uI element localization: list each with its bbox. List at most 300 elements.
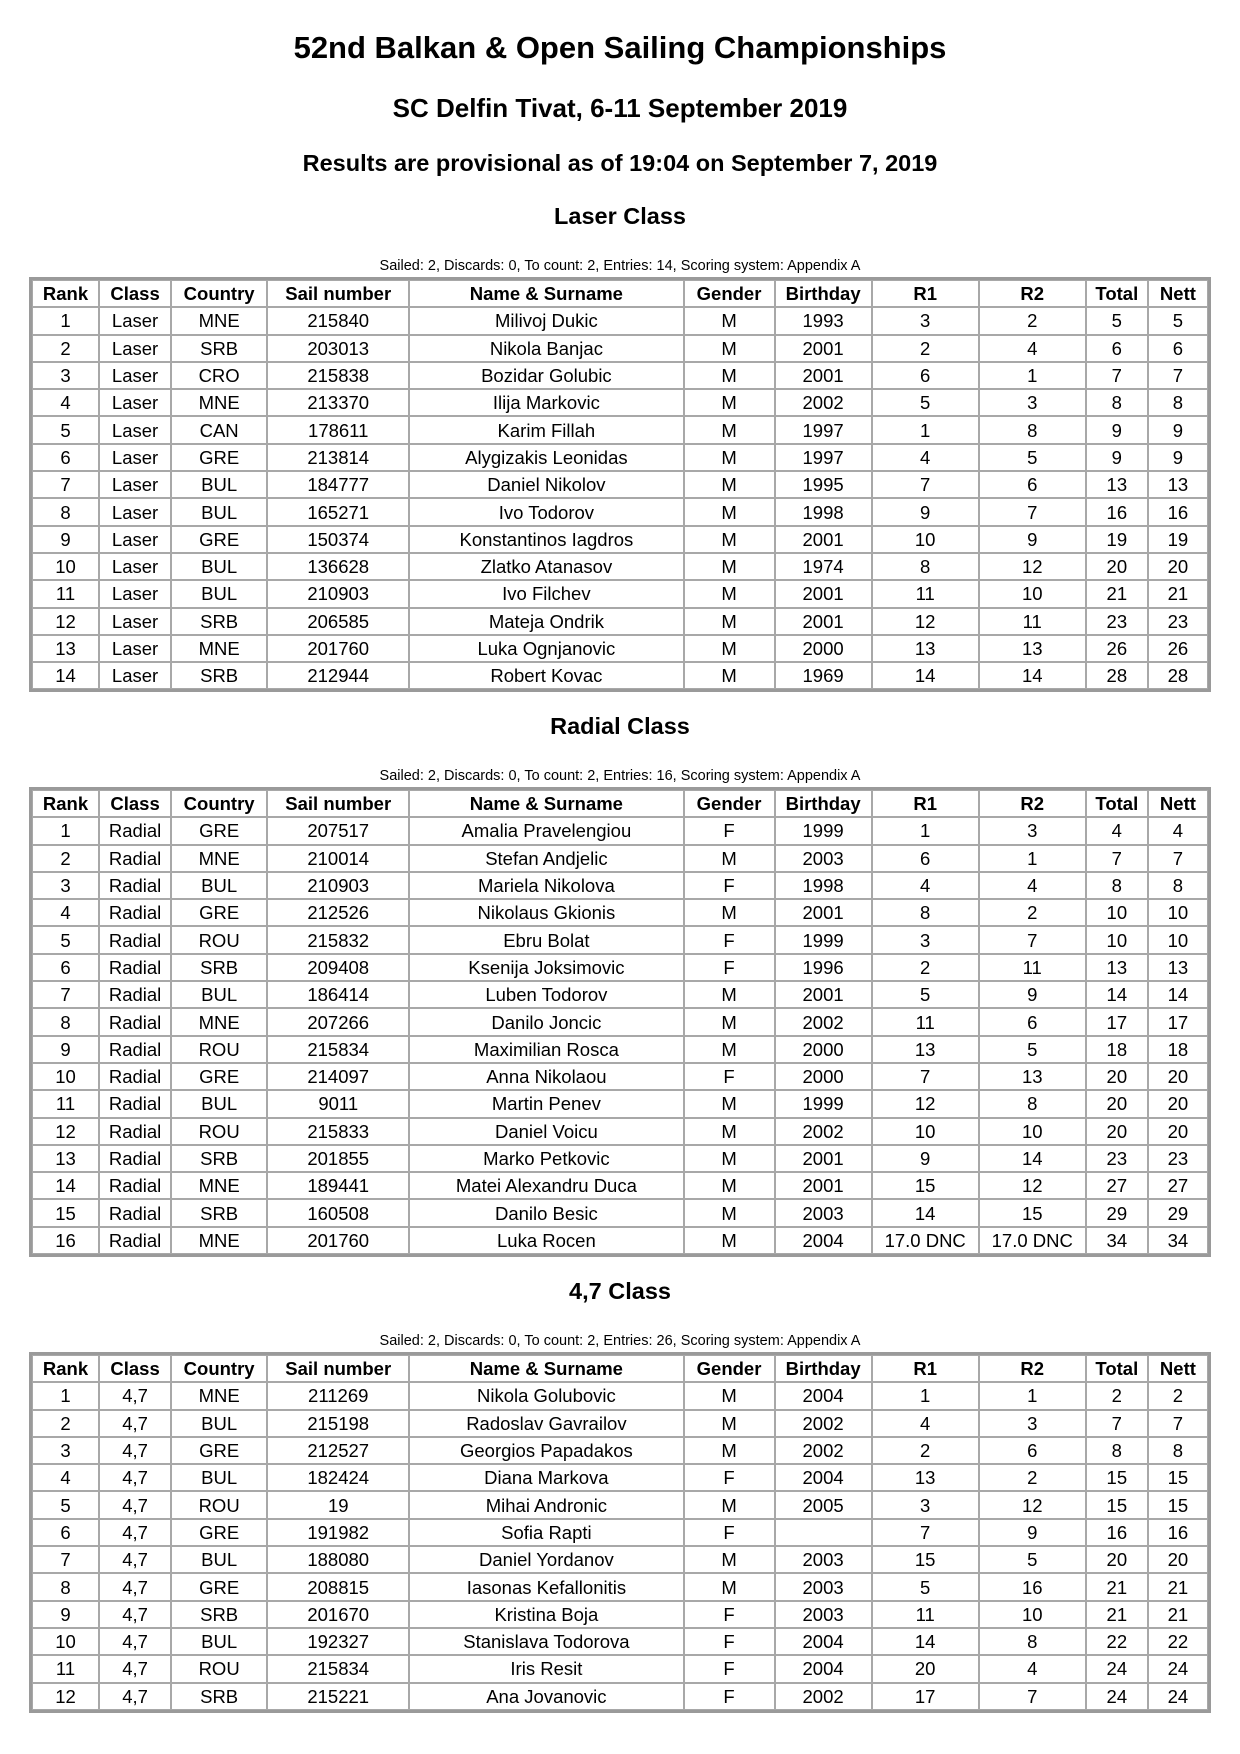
cell-r1: 13	[872, 635, 979, 662]
table-row	[32, 926, 1208, 953]
cell-class: Radial	[99, 1008, 171, 1035]
cell-name-surname: Nikolaus Gkionis	[409, 899, 683, 926]
cell-country: MNE	[171, 1227, 267, 1254]
cell-gender: M	[684, 1036, 775, 1063]
cell-r2: 4	[979, 335, 1086, 362]
column-header-gender: Gender	[684, 1355, 775, 1382]
header-row	[32, 790, 1208, 817]
cell-r1: 8	[872, 553, 979, 580]
cell-sail-number: 215838	[267, 362, 409, 389]
cell-birthday: 2004	[775, 1464, 872, 1491]
cell-nett: 20	[1148, 1118, 1208, 1145]
cell-total: 20	[1086, 1063, 1148, 1090]
cell-country: GRE	[171, 1437, 267, 1464]
cell-gender: M	[684, 416, 775, 443]
cell-nett: 8	[1148, 389, 1208, 416]
cell-gender: F	[684, 1601, 775, 1628]
cell-nett: 7	[1148, 845, 1208, 872]
provisional-status: Results are provisional as of 19:04 on September 7, 2019	[302, 150, 938, 176]
cell-r2: 12	[979, 1172, 1086, 1199]
table-row	[32, 1573, 1208, 1600]
section-info-laser: Sailed: 2, Discards: 0, To count: 2, Entries: 14, Scoring system: Appendix A	[379, 258, 861, 274]
cell-birthday: 2004	[775, 1227, 872, 1254]
cell-birthday: 2003	[775, 1573, 872, 1600]
cell-r2: 2	[979, 899, 1086, 926]
cell-nett: 4	[1148, 817, 1208, 844]
column-header-sail-number: Sail number	[267, 790, 409, 817]
cell-birthday: 2000	[775, 635, 872, 662]
cell-name-surname: Daniel Yordanov	[409, 1546, 683, 1573]
cell-sail-number: 212526	[267, 899, 409, 926]
table-row	[32, 635, 1208, 662]
cell-class: 4,7	[99, 1683, 171, 1710]
column-header-nett: Nett	[1148, 790, 1208, 817]
column-header-birthday: Birthday	[775, 1355, 872, 1382]
cell-nett: 24	[1148, 1655, 1208, 1682]
cell-name-surname: Ivo Todorov	[409, 498, 683, 525]
cell-total: 13	[1086, 954, 1148, 981]
cell-total: 24	[1086, 1655, 1148, 1682]
cell-r1: 15	[872, 1546, 979, 1573]
cell-r1: 5	[872, 1573, 979, 1600]
cell-total: 10	[1086, 926, 1148, 953]
cell-birthday: 2002	[775, 1118, 872, 1145]
cell-name-surname: Robert Kovac	[409, 662, 683, 689]
cell-nett: 7	[1148, 1410, 1208, 1437]
column-header-total: Total	[1086, 280, 1148, 307]
cell-sail-number: 213370	[267, 389, 409, 416]
cell-class: Laser	[99, 580, 171, 607]
cell-class: 4,7	[99, 1601, 171, 1628]
cell-total: 20	[1086, 1118, 1148, 1145]
column-header-country: Country	[171, 1355, 267, 1382]
cell-r2: 9	[979, 981, 1086, 1008]
cell-name-surname: Milivoj Dukic	[409, 307, 683, 334]
column-header-r1: R1	[872, 790, 979, 817]
cell-birthday: 2001	[775, 1172, 872, 1199]
cell-birthday: 2001	[775, 981, 872, 1008]
cell-sail-number: 201855	[267, 1145, 409, 1172]
column-header-name-surname: Name & Surname	[409, 790, 683, 817]
cell-total: 24	[1086, 1683, 1148, 1710]
cell-gender: M	[684, 1199, 775, 1226]
cell-country: BUL	[171, 1628, 267, 1655]
cell-r2: 14	[979, 662, 1086, 689]
cell-class: Laser	[99, 635, 171, 662]
cell-birthday: 2000	[775, 1036, 872, 1063]
cell-class: Laser	[99, 416, 171, 443]
cell-name-surname: Matei Alexandru Duca	[409, 1172, 683, 1199]
cell-country: SRB	[171, 1145, 267, 1172]
cell-nett: 19	[1148, 526, 1208, 553]
cell-nett: 6	[1148, 335, 1208, 362]
cell-sail-number: 189441	[267, 1172, 409, 1199]
cell-nett: 21	[1148, 1573, 1208, 1600]
cell-r2: 15	[979, 1199, 1086, 1226]
cell-birthday: 1993	[775, 307, 872, 334]
cell-class: Laser	[99, 526, 171, 553]
cell-gender: M	[684, 845, 775, 872]
cell-birthday: 2002	[775, 389, 872, 416]
cell-rank: 5	[32, 926, 99, 953]
cell-class: Radial	[99, 981, 171, 1008]
cell-birthday: 1969	[775, 662, 872, 689]
table-row	[32, 872, 1208, 899]
cell-country: SRB	[171, 335, 267, 362]
cell-sail-number: 191982	[267, 1519, 409, 1546]
cell-name-surname: Radoslav Gavrailov	[409, 1410, 683, 1437]
cell-sail-number: 201670	[267, 1601, 409, 1628]
cell-rank: 6	[32, 954, 99, 981]
cell-class: Radial	[99, 899, 171, 926]
cell-r1: 6	[872, 845, 979, 872]
cell-rank: 13	[32, 1145, 99, 1172]
cell-r1: 9	[872, 1145, 979, 1172]
cell-r1: 1	[872, 817, 979, 844]
cell-rank: 13	[32, 635, 99, 662]
cell-birthday: 2002	[775, 1008, 872, 1035]
cell-birthday: 2003	[775, 1601, 872, 1628]
cell-total: 34	[1086, 1227, 1148, 1254]
cell-sail-number: 210903	[267, 872, 409, 899]
cell-rank: 3	[32, 1437, 99, 1464]
cell-birthday: 1996	[775, 954, 872, 981]
cell-r1: 2	[872, 954, 979, 981]
cell-sail-number: 207266	[267, 1008, 409, 1035]
cell-name-surname: Stanislava Todorova	[409, 1628, 683, 1655]
cell-name-surname: Sofia Rapti	[409, 1519, 683, 1546]
cell-total: 28	[1086, 662, 1148, 689]
cell-r2: 13	[979, 635, 1086, 662]
column-header-class: Class	[99, 280, 171, 307]
cell-country: BUL	[171, 1464, 267, 1491]
cell-gender: M	[684, 1090, 775, 1117]
cell-nett: 9	[1148, 416, 1208, 443]
cell-birthday: 2003	[775, 1199, 872, 1226]
table-row	[32, 1628, 1208, 1655]
cell-name-surname: Danilo Besic	[409, 1199, 683, 1226]
cell-r2: 10	[979, 1601, 1086, 1628]
cell-total: 8	[1086, 872, 1148, 899]
column-header-birthday: Birthday	[775, 790, 872, 817]
cell-r1: 6	[872, 362, 979, 389]
column-header-nett: Nett	[1148, 1355, 1208, 1382]
cell-nett: 24	[1148, 1683, 1208, 1710]
cell-total: 16	[1086, 1519, 1148, 1546]
cell-sail-number: 192327	[267, 1628, 409, 1655]
cell-r1: 3	[872, 926, 979, 953]
cell-r1: 9	[872, 498, 979, 525]
cell-class: Laser	[99, 335, 171, 362]
column-header-birthday: Birthday	[775, 280, 872, 307]
cell-name-surname: Iasonas Kefallonitis	[409, 1573, 683, 1600]
cell-class: Radial	[99, 845, 171, 872]
cell-rank: 2	[32, 845, 99, 872]
table-row	[32, 471, 1208, 498]
cell-rank: 4	[32, 899, 99, 926]
cell-birthday: 1998	[775, 498, 872, 525]
cell-rank: 12	[32, 608, 99, 635]
cell-name-surname: Nikola Golubovic	[409, 1382, 683, 1409]
cell-birthday: 2004	[775, 1628, 872, 1655]
cell-rank: 8	[32, 1573, 99, 1600]
cell-nett: 13	[1148, 954, 1208, 981]
table-row	[32, 1410, 1208, 1437]
cell-country: BUL	[171, 1090, 267, 1117]
cell-name-surname: Daniel Voicu	[409, 1118, 683, 1145]
column-header-gender: Gender	[684, 280, 775, 307]
cell-rank: 9	[32, 1036, 99, 1063]
cell-gender: M	[684, 580, 775, 607]
cell-rank: 7	[32, 471, 99, 498]
table-row	[32, 1546, 1208, 1573]
cell-r2: 9	[979, 1519, 1086, 1546]
cell-r2: 1	[979, 362, 1086, 389]
cell-nett: 9	[1148, 444, 1208, 471]
cell-name-surname: Kristina Boja	[409, 1601, 683, 1628]
cell-r2: 13	[979, 1063, 1086, 1090]
cell-sail-number: 136628	[267, 553, 409, 580]
cell-r2: 6	[979, 1437, 1086, 1464]
cell-birthday: 1998	[775, 872, 872, 899]
cell-r1: 3	[872, 307, 979, 334]
cell-total: 15	[1086, 1491, 1148, 1518]
cell-r2: 5	[979, 1546, 1086, 1573]
cell-birthday: 1997	[775, 444, 872, 471]
cell-class: 4,7	[99, 1410, 171, 1437]
table-row	[32, 1464, 1208, 1491]
cell-nett: 18	[1148, 1036, 1208, 1063]
cell-nett: 22	[1148, 1628, 1208, 1655]
cell-sail-number: 201760	[267, 635, 409, 662]
cell-r2: 8	[979, 1090, 1086, 1117]
column-header-gender: Gender	[684, 790, 775, 817]
cell-r2: 1	[979, 1382, 1086, 1409]
cell-name-surname: Alygizakis Leonidas	[409, 444, 683, 471]
cell-rank: 7	[32, 1546, 99, 1573]
page-title: 52nd Balkan & Open Sailing Championships	[293, 30, 947, 65]
cell-sail-number: 206585	[267, 608, 409, 635]
cell-total: 18	[1086, 1036, 1148, 1063]
cell-rank: 5	[32, 1491, 99, 1518]
cell-sail-number: 184777	[267, 471, 409, 498]
table-row	[32, 307, 1208, 334]
cell-name-surname: Karim Fillah	[409, 416, 683, 443]
cell-r2: 17.0 DNC	[979, 1227, 1086, 1254]
cell-nett: 23	[1148, 1145, 1208, 1172]
cell-class: Radial	[99, 1227, 171, 1254]
cell-sail-number: 212527	[267, 1437, 409, 1464]
cell-name-surname: Stefan Andjelic	[409, 845, 683, 872]
cell-r1: 17.0 DNC	[872, 1227, 979, 1254]
cell-sail-number: 215833	[267, 1118, 409, 1145]
cell-birthday: 2001	[775, 526, 872, 553]
cell-rank: 10	[32, 1628, 99, 1655]
cell-r2: 2	[979, 1464, 1086, 1491]
table-row	[32, 1655, 1208, 1682]
section-heading-4-7: 4,7 Class	[569, 1278, 671, 1304]
table-row	[32, 1172, 1208, 1199]
cell-total: 17	[1086, 1008, 1148, 1035]
cell-country: BUL	[171, 553, 267, 580]
cell-rank: 8	[32, 1008, 99, 1035]
cell-r1: 7	[872, 1519, 979, 1546]
column-header-country: Country	[171, 280, 267, 307]
cell-r2: 5	[979, 1036, 1086, 1063]
cell-sail-number: 160508	[267, 1199, 409, 1226]
cell-total: 2	[1086, 1382, 1148, 1409]
cell-country: BUL	[171, 498, 267, 525]
cell-rank: 9	[32, 1601, 99, 1628]
cell-birthday: 1997	[775, 416, 872, 443]
cell-r2: 3	[979, 1410, 1086, 1437]
cell-rank: 4	[32, 1464, 99, 1491]
cell-sail-number: 215840	[267, 307, 409, 334]
table-row	[32, 817, 1208, 844]
cell-class: Laser	[99, 362, 171, 389]
cell-total: 8	[1086, 1437, 1148, 1464]
cell-sail-number: 207517	[267, 817, 409, 844]
cell-nett: 21	[1148, 1601, 1208, 1628]
cell-country: MNE	[171, 845, 267, 872]
cell-birthday: 2002	[775, 1683, 872, 1710]
cell-total: 16	[1086, 498, 1148, 525]
cell-nett: 2	[1148, 1382, 1208, 1409]
cell-birthday: 1999	[775, 817, 872, 844]
cell-birthday: 1995	[775, 471, 872, 498]
cell-nett: 16	[1148, 1519, 1208, 1546]
cell-total: 10	[1086, 899, 1148, 926]
cell-class: Laser	[99, 608, 171, 635]
table-row	[32, 1063, 1208, 1090]
cell-total: 22	[1086, 1628, 1148, 1655]
cell-rank: 2	[32, 1410, 99, 1437]
cell-gender: F	[684, 872, 775, 899]
cell-gender: M	[684, 389, 775, 416]
cell-country: CAN	[171, 416, 267, 443]
cell-name-surname: Luka Rocen	[409, 1227, 683, 1254]
cell-class: Laser	[99, 389, 171, 416]
table-row	[32, 580, 1208, 607]
cell-sail-number: 188080	[267, 1546, 409, 1573]
table-row	[32, 444, 1208, 471]
cell-gender: F	[684, 1519, 775, 1546]
cell-rank: 7	[32, 981, 99, 1008]
cell-total: 7	[1086, 845, 1148, 872]
cell-birthday: 2002	[775, 1437, 872, 1464]
cell-r2: 10	[979, 1118, 1086, 1145]
cell-gender: M	[684, 498, 775, 525]
cell-r1: 7	[872, 1063, 979, 1090]
cell-name-surname: Zlatko Atanasov	[409, 553, 683, 580]
cell-birthday: 2001	[775, 335, 872, 362]
cell-class: 4,7	[99, 1519, 171, 1546]
cell-rank: 3	[32, 362, 99, 389]
cell-rank: 5	[32, 416, 99, 443]
cell-r2: 8	[979, 1628, 1086, 1655]
section-heading-radial: Radial Class	[550, 713, 690, 739]
column-header-nett: Nett	[1148, 280, 1208, 307]
cell-r2: 11	[979, 954, 1086, 981]
cell-rank: 1	[32, 1382, 99, 1409]
cell-birthday: 2001	[775, 362, 872, 389]
cell-class: 4,7	[99, 1464, 171, 1491]
cell-r1: 5	[872, 389, 979, 416]
cell-sail-number: 210903	[267, 580, 409, 607]
cell-nett: 20	[1148, 1546, 1208, 1573]
cell-class: Radial	[99, 1199, 171, 1226]
cell-birthday: 2001	[775, 608, 872, 635]
cell-name-surname: Konstantinos Iagdros	[409, 526, 683, 553]
cell-rank: 4	[32, 389, 99, 416]
cell-nett: 10	[1148, 926, 1208, 953]
table-row	[32, 553, 1208, 580]
cell-country: SRB	[171, 1683, 267, 1710]
cell-gender: M	[684, 471, 775, 498]
cell-r1: 11	[872, 1008, 979, 1035]
cell-total: 21	[1086, 1601, 1148, 1628]
cell-total: 27	[1086, 1172, 1148, 1199]
table-row	[32, 1519, 1208, 1546]
cell-class: Laser	[99, 662, 171, 689]
cell-gender: F	[684, 1683, 775, 1710]
cell-gender: M	[684, 1118, 775, 1145]
cell-sail-number: 19	[267, 1491, 409, 1518]
column-header-name-surname: Name & Surname	[409, 280, 683, 307]
cell-nett: 8	[1148, 872, 1208, 899]
cell-rank: 9	[32, 526, 99, 553]
cell-r1: 11	[872, 580, 979, 607]
column-header-r1: R1	[872, 280, 979, 307]
cell-r1: 12	[872, 1090, 979, 1117]
cell-sail-number: 209408	[267, 954, 409, 981]
cell-r1: 15	[872, 1172, 979, 1199]
cell-gender: M	[684, 1227, 775, 1254]
cell-sail-number: 214097	[267, 1063, 409, 1090]
cell-name-surname: Ivo Filchev	[409, 580, 683, 607]
cell-r2: 6	[979, 471, 1086, 498]
cell-country: BUL	[171, 872, 267, 899]
table-row	[32, 954, 1208, 981]
cell-total: 7	[1086, 1410, 1148, 1437]
cell-country: SRB	[171, 954, 267, 981]
cell-sail-number: 213814	[267, 444, 409, 471]
cell-nett: 21	[1148, 580, 1208, 607]
table-row	[32, 1601, 1208, 1628]
cell-r2: 4	[979, 872, 1086, 899]
cell-gender: F	[684, 926, 775, 953]
cell-rank: 12	[32, 1683, 99, 1710]
cell-name-surname: Ksenija Joksimovic	[409, 954, 683, 981]
cell-country: ROU	[171, 1491, 267, 1518]
cell-gender: M	[684, 335, 775, 362]
cell-total: 23	[1086, 608, 1148, 635]
cell-name-surname: Danilo Joncic	[409, 1008, 683, 1035]
cell-sail-number: 178611	[267, 416, 409, 443]
cell-nett: 23	[1148, 608, 1208, 635]
cell-total: 9	[1086, 444, 1148, 471]
cell-nett: 34	[1148, 1227, 1208, 1254]
cell-total: 4	[1086, 817, 1148, 844]
cell-gender: M	[684, 635, 775, 662]
cell-birthday: 1999	[775, 926, 872, 953]
cell-r2: 1	[979, 845, 1086, 872]
cell-country: GRE	[171, 1063, 267, 1090]
cell-country: MNE	[171, 1382, 267, 1409]
cell-gender: M	[684, 1573, 775, 1600]
cell-class: 4,7	[99, 1437, 171, 1464]
cell-r1: 2	[872, 1437, 979, 1464]
